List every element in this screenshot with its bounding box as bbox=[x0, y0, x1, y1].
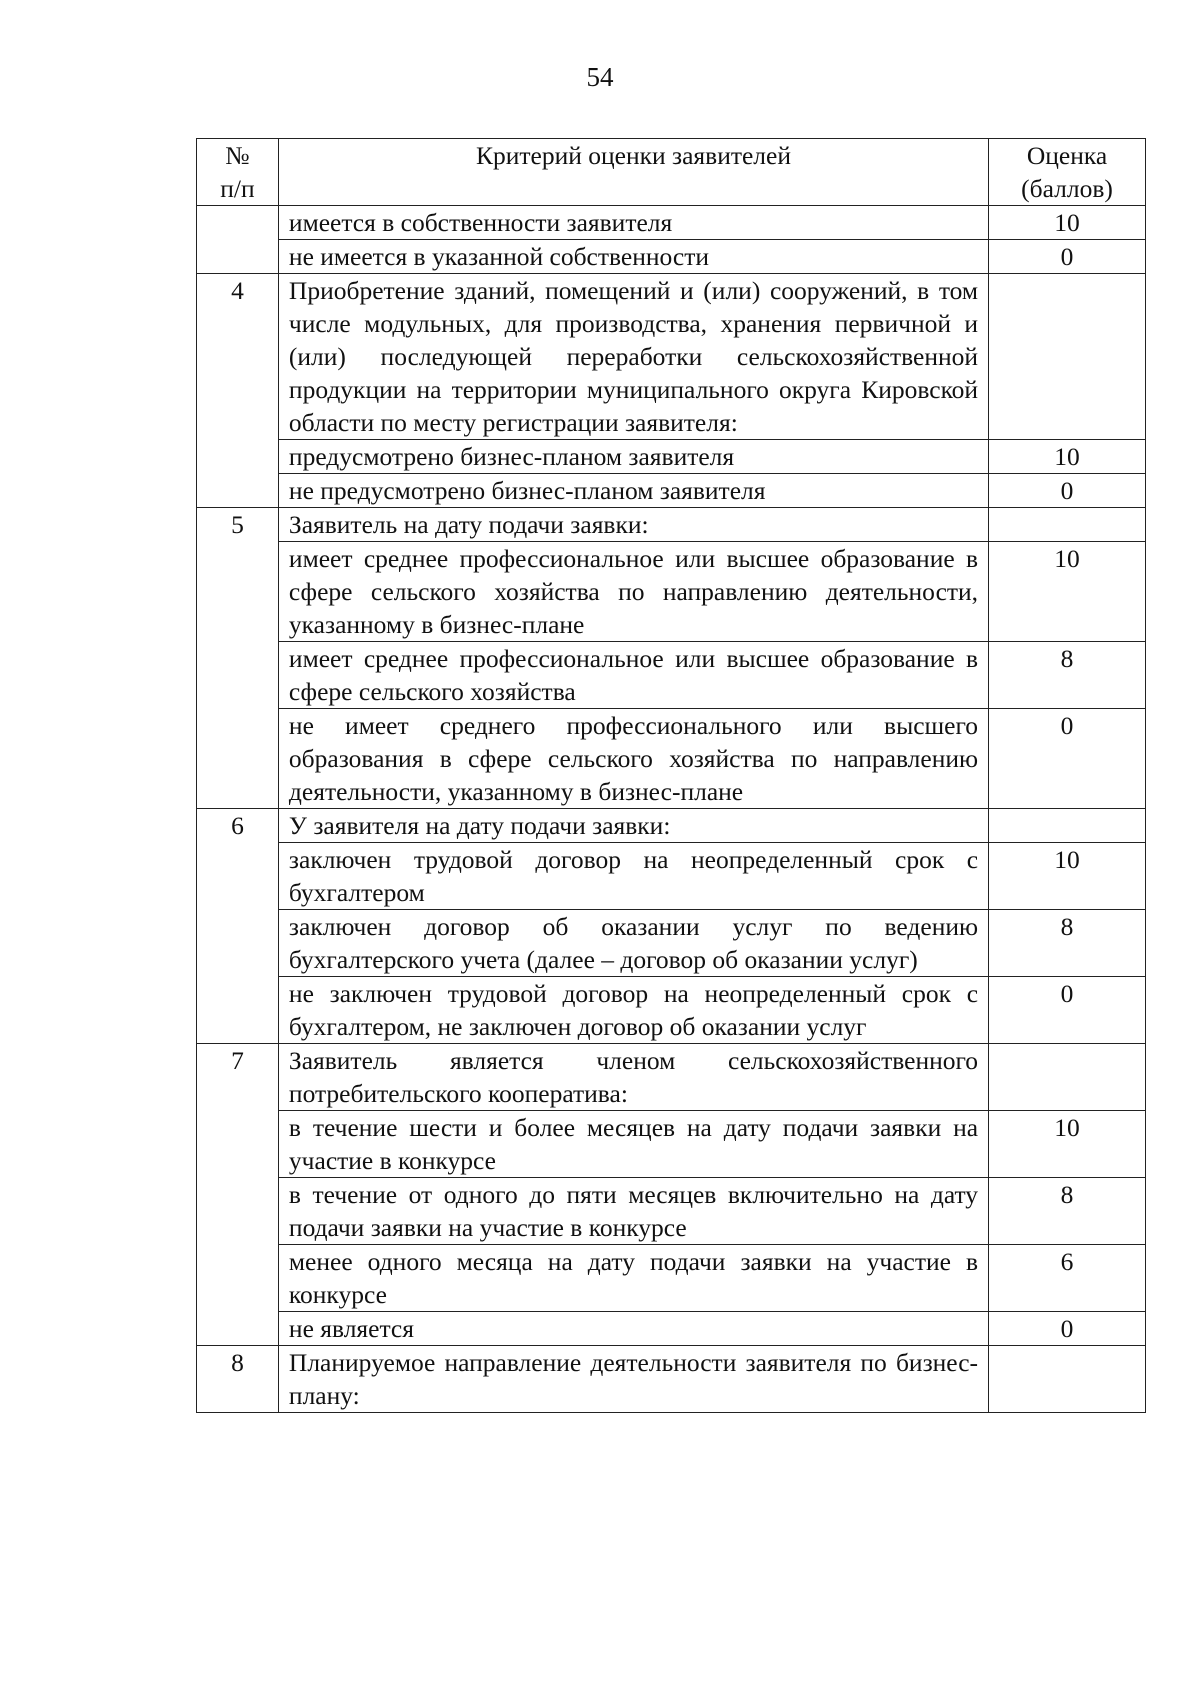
criterion-cell: имеет среднее профессиональное или высшее образование в сфере сельского хозяйства bbox=[278, 642, 988, 709]
table-row bbox=[197, 274, 1146, 440]
criterion-cell: Заявитель на дату подачи заявки: bbox=[278, 508, 988, 542]
criteria-table bbox=[196, 138, 1146, 1413]
criterion-cell: не заключен трудовой договор на неопределенный срок с бухгалтером, не заключен договор об оказании услуг bbox=[278, 977, 988, 1044]
row-number: 7 bbox=[197, 1044, 279, 1346]
row-number bbox=[197, 206, 279, 274]
score-cell: 10 bbox=[989, 206, 1146, 240]
score-cell: 8 bbox=[989, 1178, 1146, 1245]
table-header-row bbox=[197, 139, 1146, 206]
table-row bbox=[197, 1044, 1146, 1111]
score-cell: 0 bbox=[989, 977, 1146, 1044]
header-score-line2: (баллов) bbox=[1021, 174, 1113, 203]
table-row bbox=[197, 440, 1146, 474]
table-row bbox=[197, 1245, 1146, 1312]
table-row bbox=[197, 809, 1146, 843]
criterion-cell: У заявителя на дату подачи заявки: bbox=[278, 809, 988, 843]
score-cell: 0 bbox=[989, 1312, 1146, 1346]
score-cell: 8 bbox=[989, 642, 1146, 709]
row-number: 5 bbox=[197, 508, 279, 809]
criterion-cell: Заявитель является членом сельскохозяйственного потребительского кооператива: bbox=[278, 1044, 988, 1111]
header-criterion: Критерий оценки заявителей bbox=[278, 139, 988, 206]
score-cell: 8 bbox=[989, 910, 1146, 977]
score-cell bbox=[989, 809, 1146, 843]
table-row bbox=[197, 240, 1146, 274]
criterion-cell: имеется в собственности заявителя bbox=[278, 206, 988, 240]
row-number: 8 bbox=[197, 1346, 279, 1413]
page-number: 54 bbox=[586, 62, 614, 92]
criterion-cell: не предусмотрено бизнес-планом заявителя bbox=[278, 474, 988, 508]
criterion-cell: заключен трудовой договор на неопределенный срок с бухгалтером bbox=[278, 843, 988, 910]
score-cell: 10 bbox=[989, 843, 1146, 910]
criterion-cell: заключен договор об оказании услуг по ведению бухгалтерского учета (далее – договор об оказании услуг) bbox=[278, 910, 988, 977]
criterion-cell: не является bbox=[278, 1312, 988, 1346]
score-cell: 10 bbox=[989, 440, 1146, 474]
table-row bbox=[197, 709, 1146, 809]
table-row bbox=[197, 1312, 1146, 1346]
score-cell: 6 bbox=[989, 1245, 1146, 1312]
row-number: 6 bbox=[197, 809, 279, 1044]
score-cell: 10 bbox=[989, 1111, 1146, 1178]
table-row bbox=[197, 1111, 1146, 1178]
table-row bbox=[197, 542, 1146, 642]
row-number: 4 bbox=[197, 274, 279, 508]
table-row bbox=[197, 977, 1146, 1044]
table-row bbox=[197, 474, 1146, 508]
criterion-cell: не имеется в указанной собственности bbox=[278, 240, 988, 274]
criterion-cell: имеет среднее профессиональное или высшее образование в сфере сельского хозяйства по направлению деятельности, указанному в бизнес-плане bbox=[278, 542, 988, 642]
score-cell bbox=[989, 1044, 1146, 1111]
header-score-line1: Оценка bbox=[1026, 141, 1108, 170]
header-num-line1: № bbox=[225, 141, 250, 170]
header-num bbox=[197, 139, 279, 206]
criterion-cell: в течение шести и более месяцев на дату подачи заявки на участие в конкурсе bbox=[278, 1111, 988, 1178]
score-cell: 0 bbox=[989, 709, 1146, 809]
criterion-cell: Приобретение зданий, помещений и (или) сооружений, в том числе модульных, для производства, хранения первичной и (или) последующей переработки сельскохозяйственной продукции на территории муниципального округа Кировской области по месту регистрации заявителя: bbox=[278, 274, 988, 440]
criterion-cell: не имеет среднего профессионального или высшего образования в сфере сельского хозяйства по направлению деятельности, указанному в бизнес-плане bbox=[278, 709, 988, 809]
table-row bbox=[197, 910, 1146, 977]
table-row bbox=[197, 1346, 1146, 1413]
score-cell bbox=[989, 1346, 1146, 1413]
score-cell: 0 bbox=[989, 240, 1146, 274]
table-row bbox=[197, 843, 1146, 910]
table-row bbox=[197, 642, 1146, 709]
score-cell: 0 bbox=[989, 474, 1146, 508]
criterion-cell: Планируемое направление деятельности заявителя по бизнес-плану: bbox=[278, 1346, 988, 1413]
table-row bbox=[197, 206, 1146, 240]
header-num-line2: п/п bbox=[220, 174, 255, 203]
score-cell: 10 bbox=[989, 542, 1146, 642]
score-cell bbox=[989, 274, 1146, 440]
criterion-cell: менее одного месяца на дату подачи заявки на участие в конкурсе bbox=[278, 1245, 988, 1312]
header-score bbox=[989, 139, 1146, 206]
criterion-cell: предусмотрено бизнес-планом заявителя bbox=[278, 440, 988, 474]
table-row bbox=[197, 1178, 1146, 1245]
criterion-cell: в течение от одного до пяти месяцев включительно на дату подачи заявки на участие в конкурсе bbox=[278, 1178, 988, 1245]
score-cell bbox=[989, 508, 1146, 542]
table-row bbox=[197, 508, 1146, 542]
